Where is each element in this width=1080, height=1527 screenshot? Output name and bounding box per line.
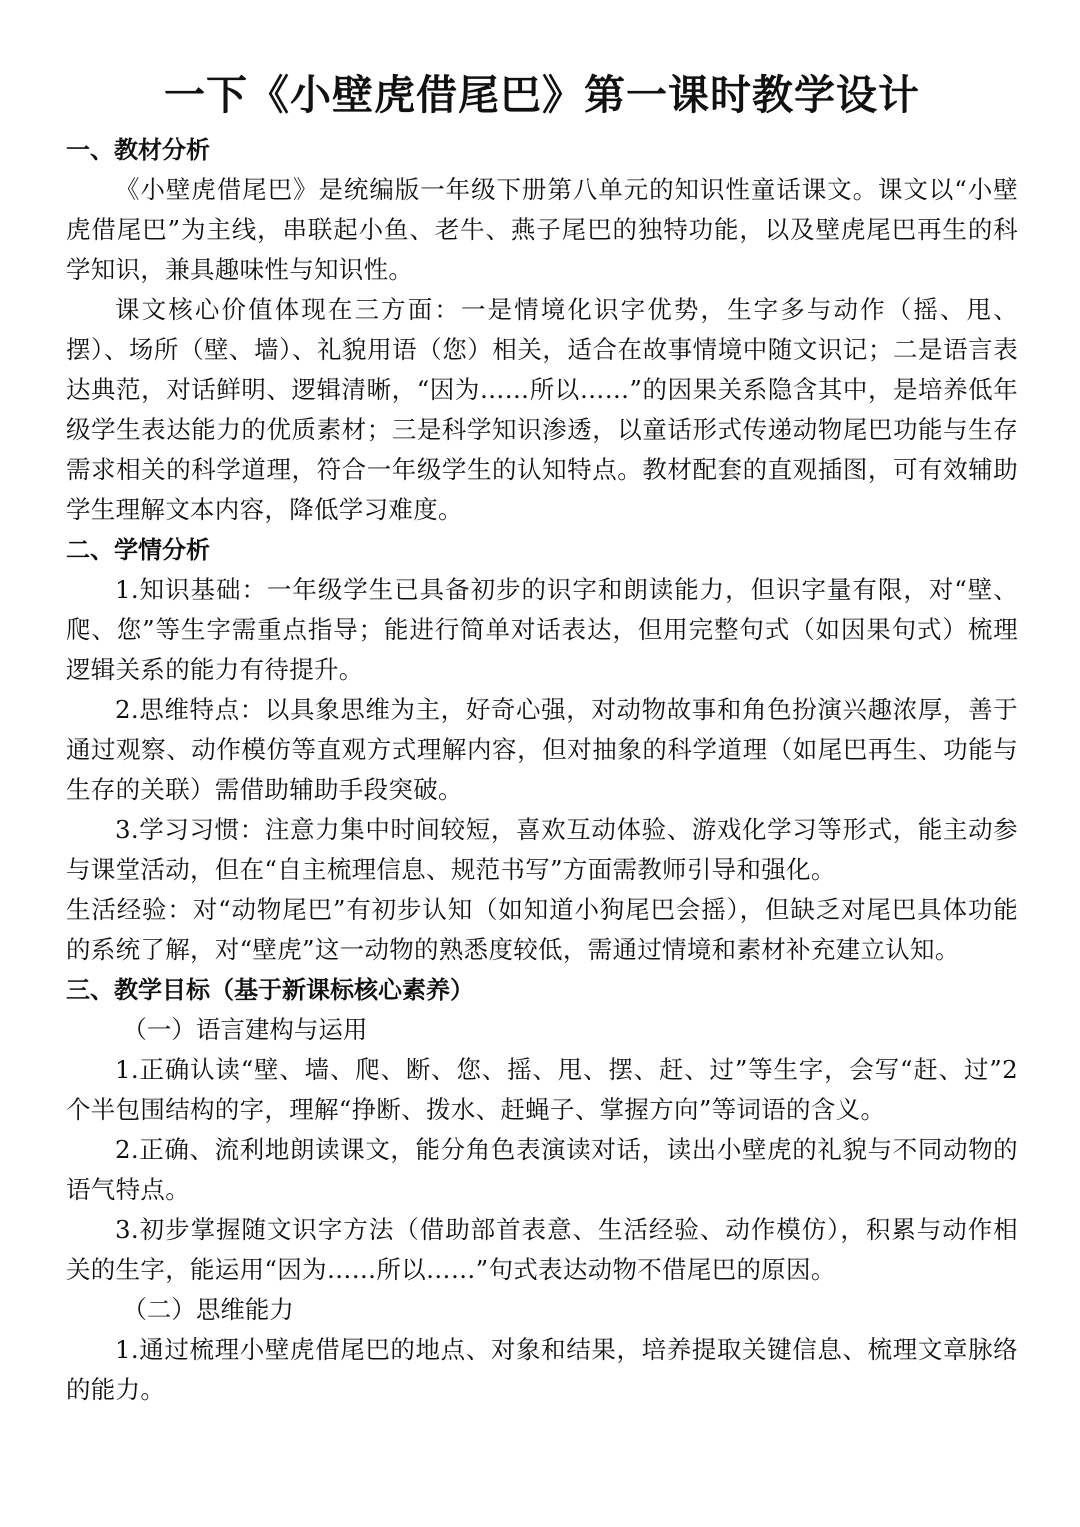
subsection-heading-thinking: （二）思维能力	[122, 1295, 294, 1324]
paragraph: 1.通过梳理小壁虎借尾巴的地点、对象和结果，培养提取关键信息、梳理文章脉络的能力。	[66, 1335, 1018, 1404]
paragraph: 3.初步掌握随文识字方法（借助部首表意、生活经验、动作模仿），积累与动作相关的生字，能运用“因为……所以……”句式表达动物不借尾巴的原因。	[66, 1215, 1018, 1284]
paragraph-life-experience: 生活经验：对“动物尾巴”有初步认知（如知道小狗尾巴会摇），但缺乏对尾巴具体功能的系统了解，对“壁虎”这一动物的熟悉度较低，需通过情境和素材补充建立认知。	[66, 895, 1018, 964]
section-heading-textbook-analysis: 一、教材分析	[66, 136, 210, 164]
subsection-heading-language: （一）语言建构与运用	[122, 1015, 368, 1044]
paragraph: 课文核心价值体现在三方面：一是情境化识字优势，生字多与动作（摇、甩、摆）、场所（壁、墙）、礼貌用语（您）相关，适合在故事情境中随文识记；二是语言表达典范，对话鲜明、逻辑清晰，“因为……所以……”的因果关系隐含其中，是培养低年级学生表达能力的优质素材；三是科学知识渗透，以童话形式传递动物尾巴功能与生存需求相关的科学道理，符合一年级学生的认知特点。教材配套的直观插图，可有效辅助学生理解文本内容，降低学习难度。	[66, 295, 1018, 524]
paragraph: 1.知识基础：一年级学生已具备初步的识字和朗读能力，但识字量有限，对“壁、爬、您”等生字需重点指导；能进行简单对话表达，但用完整句式（如因果句式）梳理逻辑关系的能力有待提升。	[66, 575, 1018, 684]
page-title: 一下《小壁虎借尾巴》第一课时教学设计	[164, 71, 920, 119]
section-heading-student-analysis: 二、学情分析	[66, 536, 210, 564]
paragraph: 2.正确、流利地朗读课文，能分角色表演读对话，读出小壁虎的礼貌与不同动物的语气特点。	[66, 1135, 1018, 1204]
paragraph: 《小壁虎借尾巴》是统编版一年级下册第八单元的知识性童话课文。课文以“小壁虎借尾巴”为主线，串联起小鱼、老牛、燕子尾巴的独特功能，以及壁虎尾巴再生的科学知识，兼具趣味性与知识性。	[66, 175, 1018, 284]
section-heading-teaching-goals: 三、教学目标（基于新课标核心素养）	[66, 976, 474, 1004]
paragraph: 1.正确认读“壁、墙、爬、断、您、摇、甩、摆、赶、过”等生字，会写“赶、过”2个半包围结构的字，理解“挣断、拨水、赶蝇子、掌握方向”等词语的含义。	[66, 1055, 1018, 1124]
paragraph: 2.思维特点：以具象思维为主，好奇心强，对动物故事和角色扮演兴趣浓厚，善于通过观察、动作模仿等直观方式理解内容，但对抽象的科学道理（如尾巴再生、功能与生存的关联）需借助辅助手段突破。	[66, 695, 1018, 804]
paragraph: 3.学习习惯：注意力集中时间较短，喜欢互动体验、游戏化学习等形式，能主动参与课堂活动，但在“自主梳理信息、规范书写”方面需教师引导和强化。	[66, 815, 1018, 884]
